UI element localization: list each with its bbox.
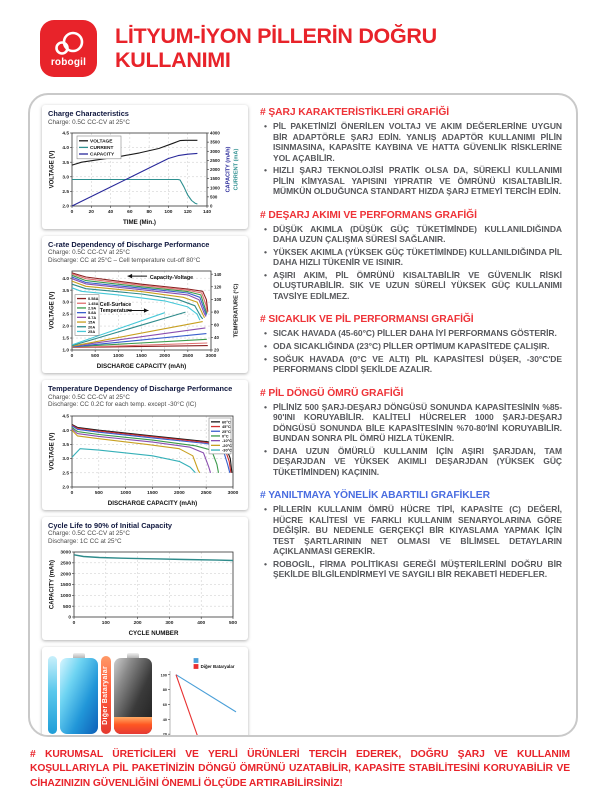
svg-text:500: 500	[94, 490, 103, 496]
svg-text:2000: 2000	[60, 572, 71, 578]
svg-text:80: 80	[214, 309, 219, 315]
svg-text:CURRENT (mA): CURRENT (mA)	[233, 148, 240, 191]
bullet-item: • ODA SICAKLIĞINDA (23°C) PİLLER OPTİMUM KAPASİTEDE ÇALIŞIR.	[273, 341, 562, 352]
bullet-item: • SOĞUK HAVADA (0°C VE ALTI) PİL KAPASİTESİ DÜŞER, -30°C'DE PERFORMANS CİDDİ ŞEKİLDE AZALIR.	[273, 354, 562, 375]
svg-text:40: 40	[162, 717, 167, 722]
svg-text:VOLTAGE (V): VOLTAGE (V)	[49, 291, 56, 330]
svg-text:80: 80	[146, 210, 152, 216]
svg-text:200: 200	[133, 621, 142, 627]
section-bullets	[260, 504, 562, 580]
svg-text:3.0: 3.0	[62, 301, 69, 307]
svg-text:4.5: 4.5	[62, 131, 69, 137]
svg-text:40: 40	[107, 210, 114, 216]
svg-text:-30°C: -30°C	[222, 447, 232, 453]
crate-discharge-panel	[42, 236, 248, 373]
svg-text:4.0: 4.0	[62, 428, 69, 434]
svg-text:60: 60	[214, 322, 219, 328]
svg-text:1500: 1500	[60, 583, 71, 589]
svg-text:3.0: 3.0	[62, 175, 69, 181]
svg-text:2000: 2000	[159, 354, 171, 360]
page-title: LİTYUM-İYON PİLLERİN DOĞRU KULLANIMI	[115, 24, 437, 72]
svg-text:1500: 1500	[147, 490, 158, 496]
info-section	[260, 210, 562, 302]
chart-title: Cycle Life to 90% of Initial Capacity	[48, 520, 173, 530]
blue-capsule-bar	[48, 656, 57, 734]
svg-text:DISCHARGE CAPACITY (mAh): DISCHARGE CAPACITY (mAh)	[107, 499, 198, 507]
chart-subtitle: Discharge: CC at 25°C – Cell temperature cut-off 80°C	[48, 256, 201, 264]
dark-battery	[114, 653, 152, 734]
bullet-item: • HIZLI ŞARJ TEKNOLOJİSİ PRATİK OLSA DA, SÜREKLİ KULLANIMI PİLİN KİMYASAL YAPISINI YIPRATIR VE ÖMRÜNÜ KISALTABİLİR. MÜMKÜN OLDUĞUNCA STANDART HIZDA ŞARJ ETMEYİ TERCİH EDİN.	[273, 165, 562, 197]
svg-text:25°C: 25°C	[222, 428, 231, 434]
svg-text:3.5: 3.5	[62, 442, 69, 448]
svg-text:500: 500	[62, 604, 71, 610]
cycle-life-panel	[42, 517, 248, 640]
svg-text:0.58A: 0.58A	[88, 296, 99, 302]
svg-text:140: 140	[202, 210, 212, 216]
svg-text:0°C: 0°C	[222, 433, 229, 439]
svg-text:CAPACITY (mAh): CAPACITY (mAh)	[49, 559, 56, 610]
svg-text:-10°C: -10°C	[222, 437, 232, 443]
chart-subtitle: Discharge: CC 0.2C for each temp. except -30°C (IC)	[48, 401, 197, 409]
section-bullets	[260, 328, 562, 374]
robogil-logo	[40, 20, 97, 77]
svg-text:2000: 2000	[210, 167, 220, 173]
bullet-item: • PİLİNİZ 500 ŞARJ-DEŞARJ DÖNGÜSÜ SONUNDA KAPASİTESİNİN %85-90'INI KORUYABİLİR. KALİTELİ HÜCRELER 1000 ŞARJ-DEŞARJ DÖNGÜSÜ SONUNDA BİLE KAPASİTESİNİN %70-80'İNİ KORUYABİLİR. BUNDAN SONRA PİL ÖMRÜ HIZLA TÜKENİR.	[273, 402, 562, 444]
charge-characteristics-chart	[48, 128, 241, 226]
svg-text:TIME (Min.): TIME (Min.)	[123, 218, 156, 226]
svg-text:TEMPERATURE (°C): TEMPERATURE (°C)	[233, 283, 240, 338]
other-batteries-capsule	[101, 656, 111, 734]
svg-text:CURRENT: CURRENT	[90, 145, 114, 151]
info-section	[260, 490, 562, 580]
svg-text:100: 100	[214, 297, 222, 303]
footer-note: # KURUMSAL ÜRETİCİLERİ VE YERLİ ÜRÜNLERİ TERCİH EDEREK, DOĞRU ŞARJ VE KULLANIM KOŞULLARIYLA PİL PAKETİNİZİN DÖNGÜ ÖMRÜNÜ UZATABİLİR, KAPASİTE STABİLİTESİNİ KORUYABİLİR VE CİHAZINIZIN GÜVENLİĞİNİ ÖNEMLİ ÖLÇÜDE ARTIRABİLİRSİNİZ!	[30, 749, 570, 789]
svg-text:2500: 2500	[200, 490, 212, 496]
svg-text:120: 120	[214, 284, 222, 290]
svg-text:3000: 3000	[210, 148, 220, 154]
svg-text:DISCHARGE CAPACITY (mAh): DISCHARGE CAPACITY (mAh)	[96, 363, 187, 371]
svg-text:2500: 2500	[182, 354, 194, 360]
svg-text:3.5: 3.5	[62, 289, 69, 295]
svg-text:140: 140	[214, 272, 222, 278]
svg-text:VOLTAGE: VOLTAGE	[90, 139, 113, 145]
section-title: # PİL DÖNGÜ ÖMRÜ GRAFİĞİ	[260, 387, 404, 399]
svg-text:1000: 1000	[120, 490, 132, 496]
svg-text:100: 100	[160, 673, 167, 678]
svg-text:1000: 1000	[210, 185, 220, 191]
info-section	[260, 107, 562, 197]
svg-text:Capacity-Voltage: Capacity-Voltage	[149, 275, 194, 282]
svg-text:VOLTAGE (V): VOLTAGE (V)	[49, 432, 56, 471]
section-title: # ŞARJ KARAKTERİSTİKLERİ GRAFİĞİ	[260, 107, 450, 118]
svg-text:500: 500	[91, 354, 100, 360]
svg-text:Temperature: Temperature	[99, 308, 133, 315]
chart-subtitle: Charge: 0.5C CC-CV at 25°C	[48, 249, 130, 257]
svg-text:2500: 2500	[210, 157, 220, 163]
page-header	[0, 0, 600, 77]
section-title: # YANILTMAYA YÖNELİK ABARTILI GRAFİKLER	[260, 490, 490, 502]
section-title: # SICAKLIK VE PİL PERFORMANSI GRAFİĞİ	[260, 314, 474, 326]
svg-text:5.8A: 5.8A	[88, 310, 97, 316]
svg-text:2.0: 2.0	[62, 204, 69, 210]
bullet-item: • DAHA UZUN ÖMÜRLÜ KULLANIM İÇİN AŞIRI ŞARJDAN, TAM DEŞARJDAN VE YÜKSEK AKIMLI DEŞARJDAN (YÜKSEK GÜÇ TÜKETİMİNDEN) KAÇININ.	[273, 446, 562, 478]
svg-text:2.5: 2.5	[62, 312, 69, 318]
svg-text:0: 0	[68, 615, 71, 621]
svg-text:20A: 20A	[88, 324, 96, 330]
svg-text:CYCLE NUMBER: CYCLE NUMBER	[128, 630, 179, 638]
svg-text:100: 100	[164, 210, 173, 216]
svg-text:300: 300	[165, 621, 174, 627]
blue-battery	[60, 653, 98, 734]
charts-column	[42, 105, 248, 737]
svg-text:2500: 2500	[60, 561, 71, 567]
svg-text:3000: 3000	[60, 550, 71, 556]
svg-text:3.5: 3.5	[62, 160, 69, 166]
svg-text:0: 0	[70, 210, 74, 216]
chart-title: Temperature Dependency of Discharge Performance	[48, 384, 233, 394]
temperature-discharge-panel	[42, 380, 248, 509]
chart-title: Charge Characteristics	[48, 109, 129, 118]
charge-characteristics-panel	[42, 105, 248, 229]
svg-text:60°C: 60°C	[222, 419, 231, 425]
svg-text:Diğer Bataryalar: Diğer Bataryalar	[200, 664, 235, 670]
chart-subtitle: Discharge: 1C CC at 25°C	[48, 537, 122, 545]
svg-text:60: 60	[162, 703, 167, 708]
svg-text:500: 500	[228, 621, 238, 627]
svg-text:1.5: 1.5	[62, 336, 69, 342]
cycle-life-chart	[48, 547, 241, 637]
logo-wordmark: robogil	[50, 57, 87, 68]
bullet-item: • PİL PAKETİNİZİ ÖNERİLEN VOLTAJ VE AKIM DEĞERLERİNE UYGUN BİR ADAPTÖRLE ŞARJ EDİN. YANLIŞ ADAPTÖR KULLANIMI PİLİN ISINMASINA, KAPASİTE KAYBINA VE HATTA GÜVENLİK RİSKLERİNE YOL AÇABİLİR.	[273, 121, 562, 163]
battery-comparison-panel	[42, 647, 248, 737]
svg-text:2.5: 2.5	[62, 471, 69, 477]
svg-text:40: 40	[214, 335, 219, 341]
svg-text:3000: 3000	[227, 490, 239, 496]
low-charge-fill	[114, 717, 152, 734]
svg-text:1000: 1000	[112, 354, 124, 360]
bullet-item: • PİLLERİN KULLANIM ÖMRÜ HÜCRE TİPİ, KAPASİTE (C) DEĞERİ, HÜCRE KALİTESİ VE FARKLI KULLANIM SENARYOLARINA GÖRE DEĞİŞİR. BU NEDENLE GERÇEKÇİ BİR KIYASLAMA YAPMAK İÇİN TEST ŞARTLARININ NET OLMASI VE BİLİMSEL DETAYLARIN AÇIKLANMASI GEREKİR.	[273, 504, 562, 557]
svg-text:Cell-Surface: Cell-Surface	[99, 302, 132, 309]
chart-title: C-rate Dependency of Discharge Performance	[48, 239, 210, 249]
svg-text:CAPACITY: CAPACITY	[90, 152, 115, 158]
svg-text:80: 80	[162, 688, 167, 693]
svg-text:8.7A: 8.7A	[88, 315, 97, 321]
text-column	[258, 105, 566, 727]
bullet-item: • ROBOGİL, FİRMA POLİTİKASI GEREĞİ MÜŞTERİLERİNİ DOĞRU BİR ŞEKİLDE BİLGİLENDİRMEYİ VE SAYGILI BİR REKABETİ HEDEFLER.	[273, 559, 562, 580]
svg-text:2.0: 2.0	[62, 485, 69, 491]
svg-text:4.0: 4.0	[62, 277, 69, 283]
svg-text:2000: 2000	[173, 490, 185, 496]
svg-text:1.0: 1.0	[62, 348, 69, 354]
svg-text:1500: 1500	[210, 176, 220, 182]
svg-text:VOLTAGE (V): VOLTAGE (V)	[49, 150, 56, 189]
section-title: # DEŞARJ AKIMI VE PERFORMANS GRAFİĞİ	[260, 209, 477, 221]
svg-text:100: 100	[101, 621, 110, 627]
svg-text:3000: 3000	[205, 354, 217, 360]
robogil-circles-icon	[49, 29, 89, 59]
svg-text:4.5: 4.5	[62, 414, 69, 420]
info-section	[260, 314, 562, 374]
svg-text:20: 20	[214, 347, 219, 353]
bullet-item: • YÜKSEK AKIMLA (YÜKSEK GÜÇ TÜKETİMİNDE) KULLANILDIĞINDA PİL DAHA HIZLI TÜKENİR VE ISINIR.	[273, 247, 562, 268]
content-card	[28, 93, 578, 737]
crate-discharge-chart	[48, 266, 241, 370]
svg-text:1000: 1000	[60, 593, 71, 599]
svg-text:CAPACITY (mAh): CAPACITY (mAh)	[225, 146, 232, 193]
bullet-item: • DÜŞÜK AKIMLA (DÜŞÜK GÜÇ TÜKETİMİNDE) KULLANILDIĞINDA DAHA UZUN ÇALIŞMA SÜRESİ SAĞLANIR.	[273, 224, 562, 245]
svg-text:1.45A: 1.45A	[88, 301, 99, 307]
svg-text:2.0: 2.0	[62, 324, 69, 330]
battery-illustrations	[48, 653, 152, 737]
chart-subtitle: Charge: 0.5C CC-CV at 25°C	[48, 393, 130, 401]
svg-text:20: 20	[162, 732, 167, 737]
info-section	[260, 388, 562, 478]
svg-text:1500: 1500	[136, 354, 147, 360]
chart-subtitle: Charge: 0.5C CC-CV at 25°C	[48, 118, 130, 126]
temperature-discharge-chart	[48, 411, 241, 507]
svg-text:3500: 3500	[210, 139, 220, 145]
svg-text:15A: 15A	[88, 319, 96, 325]
svg-text:20: 20	[88, 210, 94, 216]
svg-text:120: 120	[183, 210, 192, 216]
svg-text:0: 0	[70, 490, 74, 496]
svg-text:400: 400	[197, 621, 206, 627]
svg-text:3.0: 3.0	[62, 456, 69, 462]
other-batteries-label: Diğer Bataryalar	[102, 665, 110, 725]
section-bullets	[260, 402, 562, 478]
chart-subtitle: Charge: 0.5C CC-CV at 25°C	[48, 530, 130, 538]
svg-text:25A: 25A	[88, 329, 96, 335]
svg-text:2.9A: 2.9A	[88, 305, 97, 311]
svg-text:-20°C: -20°C	[222, 442, 232, 448]
capacity-decline-mini-chart	[156, 655, 244, 737]
svg-text:500: 500	[210, 194, 218, 200]
bullet-item: • SICAK HAVADA (45-60°C) PİLLER DAHA İYİ PERFORMANS GÖSTERİR.	[273, 328, 562, 339]
svg-text:0: 0	[70, 354, 74, 360]
svg-text:0: 0	[72, 621, 76, 627]
section-bullets	[260, 224, 562, 302]
bullet-item: • AŞIRI AKIM, PİL ÖMRÜNÜ KISALTABİLİR VE GÜVENLİK RİSKİ OLUŞTURABİLİR. SIK VE UZUN SÜRELİ YÜKSEK GÜÇ KULLANIMI TAVSİYE EDİLMEZ.	[273, 270, 562, 302]
svg-text:60: 60	[127, 210, 133, 216]
svg-text:2.5: 2.5	[62, 189, 69, 195]
svg-text:4.0: 4.0	[62, 146, 69, 152]
svg-text:0: 0	[210, 203, 213, 209]
section-bullets	[260, 121, 562, 197]
svg-text:4000: 4000	[210, 130, 220, 136]
svg-text:45°C: 45°C	[222, 423, 231, 429]
